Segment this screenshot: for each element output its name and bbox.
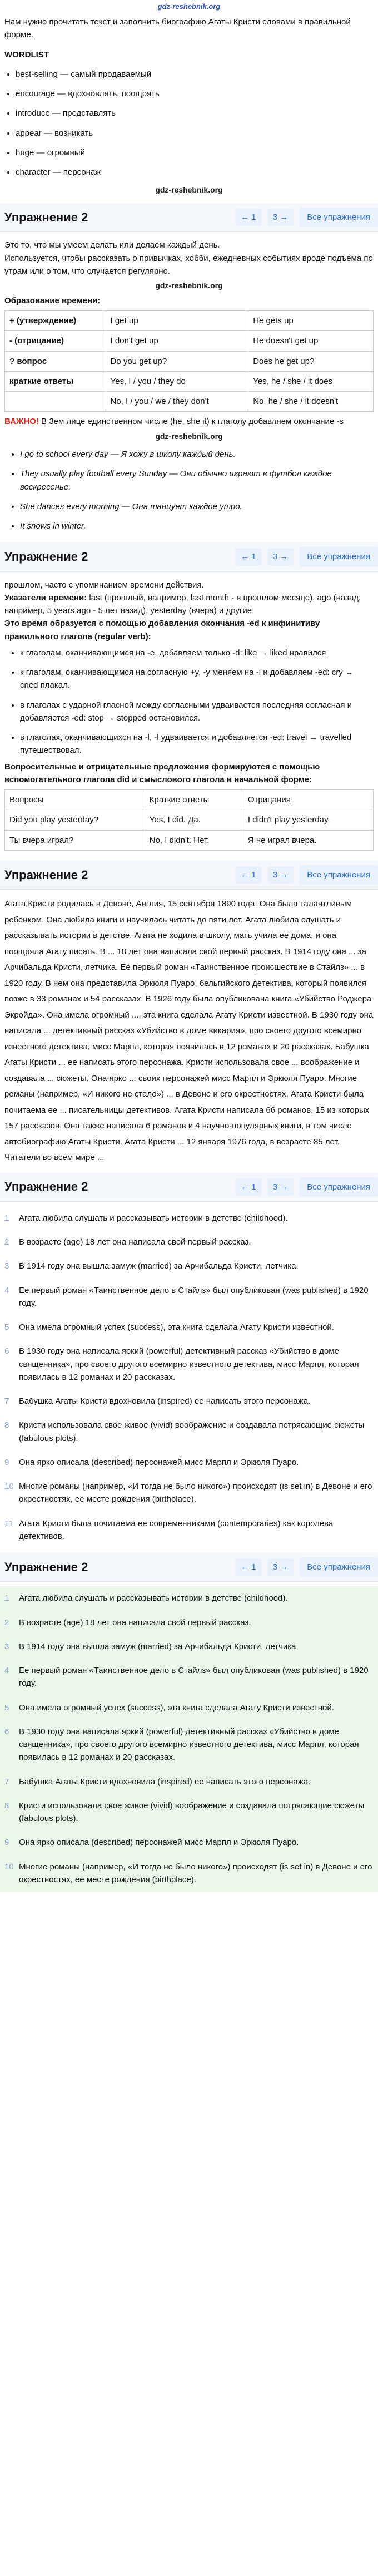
prev-exercise-button[interactable]: ← 1 bbox=[235, 866, 262, 884]
wordlist-item: • encourage — вдохновлять, поощрять bbox=[16, 84, 378, 103]
past-markers: last (прошлый, например, last month - в прошлом месяце), ago (назад, например, 5 years ago - 5 лет назад), yesterday (вчера) и другие. bbox=[4, 593, 361, 616]
list-item: 5 Она имела огромный успех (success), эта книга сделала Агату Кристи известной. bbox=[4, 1322, 334, 1333]
note-text: В 3ем лице единственном числе (he, she it) к глаголу добавляем окончание -s bbox=[41, 417, 344, 427]
exercise-nav-3 bbox=[0, 861, 378, 890]
prev-exercise-button[interactable]: ← 1 bbox=[235, 1558, 262, 1576]
watermark: gdz-reshebnik.org bbox=[155, 431, 223, 441]
list-item: 8 Кристи использовала свое живое (vivid) воображение и создавала потрясающие сюжеты (fabulous plots). bbox=[4, 1800, 365, 1824]
prev-exercise-button[interactable]: ← 1 bbox=[235, 209, 262, 226]
next-exercise-button[interactable]: 3 → bbox=[267, 1558, 294, 1576]
list-item: 6 В 1930 году она написала яркий (powerful) детективный рассказ «Убийство в доме священника», про своего другого всемирно известного детектива, мисс Марпл, которая появилась в 12 романах и 20 рассказах. bbox=[4, 1346, 359, 1382]
present-table bbox=[4, 310, 374, 412]
list-item: 10 Многие романы (например, «И тогда не было никого») происходят (is set in) в Девоне и его окрестностях, ее месте рождения (birthplace). bbox=[4, 1862, 372, 1884]
past-formation: Это время образуется с помощью добавления окончания -ed к инфинитиву правильного глагола (regular verb): bbox=[4, 619, 320, 641]
next-exercise-button[interactable]: 3 → bbox=[267, 1178, 294, 1196]
list-item: 10 Многие романы (например, «И тогда не было никого») происходят (is set in) в Девоне и его окрестностях, ее месте рождения (birthplace). bbox=[4, 1482, 372, 1504]
list-item: 9 Она ярко описала (described) персонажей мисс Марпл и Эркюля Пуаро. bbox=[4, 1457, 299, 1467]
example-item: • I go to school every day — Я хожу в школу каждый день. bbox=[20, 445, 374, 464]
present-simple-section bbox=[0, 236, 378, 538]
list-item: 3 В 1914 году она вышла замуж (married) за Арчибальда Кристи, летчика. bbox=[4, 1261, 299, 1271]
pagination bbox=[235, 865, 378, 885]
pagination bbox=[235, 208, 378, 227]
rule-item: • в глаголах с ударной гласной между согласными удваивается последняя согласная и добавляется -ed: stop → stopped остановился. bbox=[20, 695, 374, 728]
next-exercise-button[interactable]: 3 → bbox=[267, 866, 294, 884]
table-row: краткие ответы Yes, I / you / they do Yes, he / she / it does bbox=[5, 371, 374, 391]
intro-text: Нам нужно прочитать текст и заполнить биографию Агаты Кристи словами в правильной форме. bbox=[4, 17, 351, 40]
list-item: 2 В возрасте (age) 18 лет она написала свой первый рассказ. bbox=[4, 1617, 251, 1627]
exercise-nav-4 bbox=[0, 1173, 378, 1202]
list-item: 4 Ее первый роман «Таинственное дело в Стайлз» был опубликован (was published) в 1920 году. bbox=[4, 1666, 369, 1689]
table-row: Вопросы Краткие ответы Отрицания bbox=[5, 790, 374, 810]
watermark: gdz-reshebnik.org bbox=[155, 281, 223, 290]
exercise-nav-2 bbox=[0, 542, 378, 571]
table-row: Ты вчера играл? No, I didn't. Нет. Я не играл вчера. bbox=[5, 830, 374, 850]
list-item: 9 Она ярко описала (described) персонажей мисс Марпл и Эркюля Пуаро. bbox=[4, 1838, 299, 1848]
list-item: 8 Кристи использовала свое живое (vivid) воображение и создавала потрясающие сюжеты (fabulous plots). bbox=[4, 1420, 365, 1443]
table-row: ? вопрос Do you get up? Does he get up? bbox=[5, 351, 374, 371]
table-row: - (отрицание) I don't get up He doesn't get up bbox=[5, 331, 374, 351]
exercise-nav-1 bbox=[0, 203, 378, 232]
exercise-nav-5 bbox=[0, 1553, 378, 1582]
list-item: 5 Она имела огромный успех (success), эта книга сделала Агату Кристи известной. bbox=[4, 1702, 334, 1713]
list-item: 7 Бабушка Агаты Кристи вдохновила (inspired) ее написать этого персонажа. bbox=[4, 1776, 311, 1787]
answers-list bbox=[0, 1206, 378, 1548]
wordlist-item: • best-selling — самый продаваемый bbox=[16, 65, 378, 84]
all-exercises-button[interactable]: Все упражнения bbox=[299, 1557, 378, 1577]
note-label: ВАЖНО! bbox=[4, 417, 39, 427]
next-exercise-button[interactable]: 3 → bbox=[267, 209, 294, 226]
example-item: • It snows in winter. bbox=[20, 516, 374, 536]
past-question-note: Вопросительные и отрицательные предложения формируются с помощью вспомогательного глагола did и смыслового глагола в начальной форме: bbox=[4, 762, 320, 784]
example-item: • They usually play football every Sunday — Они обычно играют в футбол каждое воскресенье. bbox=[20, 464, 374, 497]
rule-item: • к глаголам, оканчивающимся на согласную +y, -y меняем на -i и добавляем -ed: cry → cried плакал. bbox=[20, 663, 374, 695]
present-intro-1: Это то, что мы умеем делать или делаем каждый день. bbox=[4, 240, 220, 250]
pagination bbox=[235, 1177, 378, 1197]
exercise-title: Упражнение 2 bbox=[4, 1560, 88, 1574]
wordlist-item: • huge — огромный bbox=[16, 143, 378, 162]
exercise-title: Упражнение 2 bbox=[4, 1180, 88, 1194]
next-exercise-button[interactable]: 3 → bbox=[267, 548, 294, 565]
wordlist-item: • introduce — представлять bbox=[16, 103, 378, 123]
wordlist-item: • appear — возникать bbox=[16, 124, 378, 143]
present-intro-2: Используется, чтобы рассказать о привычках, хобби, ежедневных событиях вроде подъема по утрам или о том, что случается регулярно. bbox=[4, 253, 373, 276]
list-item: 4 Ее первый роман «Таинственное дело в Стайлз» был опубликован (was published) в 1920 году. bbox=[4, 1285, 369, 1308]
rule-item: • к глаголам, оканчивающимся на -e, добавляем только -d: like → liked нравился. bbox=[20, 643, 374, 663]
pagination bbox=[235, 1557, 378, 1577]
all-exercises-button[interactable]: Все упражнения bbox=[299, 547, 378, 566]
past-table bbox=[4, 789, 374, 851]
past-rules bbox=[4, 643, 374, 761]
list-item: 1 Агата любила слушать и рассказывать истории в детстве (childhood). bbox=[4, 1593, 288, 1603]
list-item: 6 В 1930 году она написала яркий (powerful) детективный рассказ «Убийство в доме священника», про своего другого всемирно известного детектива, мисс Марпл, которая появилась в 12 романах и 20 рассказах. bbox=[4, 1726, 359, 1763]
exercise-title: Упражнение 2 bbox=[4, 550, 88, 564]
table-row: Did you play yesterday? Yes, I did. Да. I didn't play yesterday. bbox=[5, 810, 374, 830]
watermark: gdz-reshebnik.org bbox=[155, 185, 223, 195]
watermark-top: gdz-reshebnik.org bbox=[157, 2, 221, 11]
rule-item: • в глаголах, оканчивающихся на -l, -l удваивается и добавляется -ed: travel → travelled путешествовал. bbox=[20, 728, 374, 761]
formation-label: Образование времени: bbox=[4, 295, 101, 305]
table-row: No, I / you / we / they don't No, he / she / it doesn't bbox=[5, 392, 374, 412]
wordlist-title: WORDLIST bbox=[4, 50, 49, 60]
past-simple-section bbox=[0, 576, 378, 856]
list-item: 7 Бабушка Агаты Кристи вдохновила (inspired) ее написать этого персонажа. bbox=[4, 1396, 311, 1407]
example-item: • She dances every morning — Она танцует каждое утро. bbox=[20, 497, 374, 516]
table-row: + (утверждение) I get up He gets up bbox=[5, 311, 374, 331]
exercise-title: Упражнение 2 bbox=[4, 867, 88, 882]
past-markers-label: Указатели времени: bbox=[4, 593, 87, 603]
answers-list-highlighted bbox=[0, 1586, 378, 1892]
all-exercises-button[interactable]: Все упражнения bbox=[299, 208, 378, 227]
wordlist-item: • character — персонаж bbox=[16, 162, 378, 182]
wordlist bbox=[0, 65, 378, 182]
bio-paragraph: Агата Кристи родилась в Девоне, Англия, 15 сентября 1890 года. Она была талантливым ребенком. Она любила книги и научилась читать до пяти лет. Агата любила слушать и рассказывать истории в детстве. Агата не ходила в школу, мать учила ее дома, и она поощряла Агату писать. В ... 18 лет она написала свой первый рассказ. В 1914 году она ... за Арчибальда Кристи, летчика. Ее первый роман «Таинственное происшествие в Стайлз» ... в 1920 году. В нем она представила Эркюля Пуаро, бельгийского детектива, который появился позже в 33 романах и 54 рассказах. В 1926 году была опубликована книга «Убийство Роджера Экройда». Она имела огромный ..., эта книга сделала Агату Кристи известной. В 1930 году она написала ... детективный рассказ «Убийство в доме викария», про своего другого всемирно известного детектива, мисс Марпл, которая появилась в 12 романах и 20 рассказах. Бабушка Агаты Кристи ... ее написать этого персонажа. Кристи использовала свое ... воображение и создавала ... сюжеты. Она ярко ... своих персонажей мисс Марпл и Эркюля Пуаро. Многие романы (например, «И никого не стало») ... в Девоне и его окрестностях. Агата Кристи была почитаема ее ... писательницы детективов. Агата Кристи написала 66 романов, 15 из которых 157 рассказов. Она также написала 6 романов и 4 научно-популярных книги, в том числе автобиографию Агаты Кристи. Агата Кристи ... 12 января 1976 года, в возрасте 85 лет. Читатели во всем мире ... bbox=[4, 899, 374, 1163]
all-exercises-button[interactable]: Все упражнения bbox=[299, 865, 378, 885]
exercise-title: Упражнение 2 bbox=[4, 210, 88, 224]
biography-text bbox=[0, 894, 378, 1168]
past-intro: прошлом, часто с упоминанием времени действия. bbox=[4, 580, 204, 590]
list-item: 3 В 1914 году она вышла замуж (married) за Арчибальда Кристи, летчика. bbox=[4, 1641, 299, 1651]
all-exercises-button[interactable]: Все упражнения bbox=[299, 1177, 378, 1197]
list-item: 1 Агата любила слушать и рассказывать истории в детстве (childhood). bbox=[4, 1213, 288, 1223]
pagination bbox=[235, 547, 378, 566]
prev-exercise-button[interactable]: ← 1 bbox=[235, 548, 262, 565]
list-item: 11 Агата Кристи была почитаема ее современниками (contemporaries) как королева детективов. bbox=[4, 1518, 334, 1541]
list-item: 2 В возрасте (age) 18 лет она написала свой первый рассказ. bbox=[4, 1237, 251, 1247]
example-list bbox=[4, 445, 374, 536]
prev-exercise-button[interactable]: ← 1 bbox=[235, 1178, 262, 1196]
